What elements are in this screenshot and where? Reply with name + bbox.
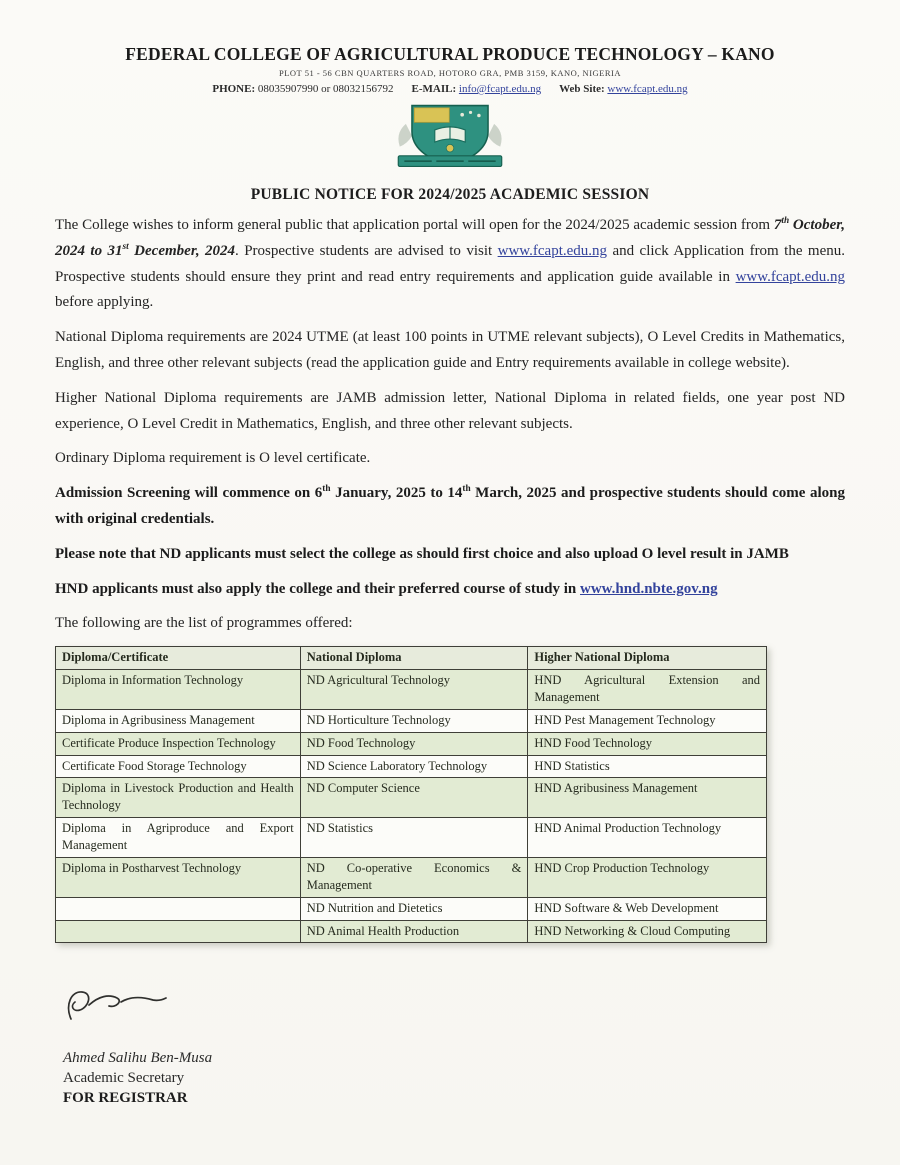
fcapt-website-link[interactable]: www.fcapt.edu.ng	[735, 268, 845, 285]
table-cell: Diploma in Postharvest Technology	[56, 857, 301, 897]
table-row	[56, 897, 767, 920]
table-row	[56, 857, 767, 897]
fcapt-website-link[interactable]: www.fcapt.edu.ng	[497, 242, 608, 259]
signature-block	[63, 983, 845, 1107]
phone-segment	[212, 83, 393, 95]
table-cell: ND Agricultural Technology	[300, 670, 528, 710]
table-row	[56, 818, 767, 858]
programmes-table	[55, 646, 767, 943]
table-cell: HND Agribusiness Management	[528, 778, 767, 818]
website-segment	[559, 83, 688, 95]
table-cell: HND Agricultural Extension and Management	[528, 670, 767, 710]
table-cell: ND Statistics	[300, 818, 528, 858]
notice-title: PUBLIC NOTICE FOR 2024/2025 ACADEMIC SESSION	[250, 186, 650, 203]
table-cell: ND Science Laboratory Technology	[300, 755, 528, 778]
table-cell	[56, 920, 301, 943]
website-link[interactable]: www.fcapt.edu.ng	[607, 83, 688, 95]
table-header-row	[56, 647, 767, 670]
table-cell: HND Animal Production Technology	[528, 818, 767, 858]
table-cell: Diploma in Information Technology	[56, 670, 301, 710]
table-row	[56, 732, 767, 755]
table-row	[56, 709, 767, 732]
paragraph-screening	[55, 481, 845, 533]
table-cell: ND Animal Health Production	[300, 920, 528, 943]
table-cell: Diploma in Agribusiness Management	[56, 709, 301, 732]
ordinal-suffix: th	[322, 484, 331, 495]
table-cell: HND Statistics	[528, 755, 767, 778]
ordinal-suffix: th	[462, 484, 471, 495]
table-cell: ND Nutrition and Dietetics	[300, 897, 528, 920]
email-label: E-MAIL:	[411, 83, 457, 95]
email-segment	[412, 83, 542, 95]
programmes-table-body	[56, 670, 767, 943]
college-name: FEDERAL COLLEGE OF AGRICULTURAL PRODUCE TECHNOLOGY – KANO	[125, 44, 775, 64]
text-run: HND applicants must also apply the college and their preferred course of study in	[55, 580, 581, 597]
paragraph-nd-requirements: National Diploma requirements are 2024 UTME (at least 100 points in UTME relevant subjects), O Level Credits in Mathematics, English, and three other relevant subjects (read the application guide and Entry requirements available in college website).	[55, 329, 845, 371]
for-registrar-line: FOR REGISTRAR	[63, 1090, 188, 1107]
table-cell	[56, 897, 301, 920]
text-run: Admission Screening will commence on 6	[55, 485, 323, 502]
text-run: . Prospective students are advised to visit	[235, 242, 498, 259]
phone-label: PHONE:	[212, 83, 256, 95]
phone-value: 08035907990 or 08032156792	[255, 83, 394, 95]
table-row	[56, 755, 767, 778]
date-range: December, 2024	[128, 242, 236, 259]
college-address: PLOT 51 - 56 CBN QUARTERS ROAD, HOTORO GRA, PMB 3159, KANO, NIGERIA	[279, 68, 621, 78]
text-run: and click Application from the menu. Prospective students should ensure they print and read entry requirements and application guide available in	[55, 242, 846, 285]
date-range: 7	[773, 217, 782, 233]
college-crest-icon	[371, 101, 529, 171]
paragraph-programmes-intro: The following are the list of programmes offered:	[55, 615, 353, 632]
column-header-nd: National Diploma	[300, 647, 528, 670]
date-range: October, 2024 to 31	[55, 217, 845, 259]
table-cell: ND Computer Science	[300, 778, 528, 818]
table-cell: HND Software & Web Development	[528, 897, 767, 920]
college-logo-area	[55, 101, 845, 171]
table-cell: Diploma in Livestock Production and Health Technology	[56, 778, 301, 818]
text-run: before applying.	[55, 294, 154, 311]
table-cell: HND Crop Production Technology	[528, 857, 767, 897]
paragraph-hnd-note	[55, 577, 845, 603]
signatory-name: Ahmed Salihu Ben-Musa	[63, 1050, 213, 1067]
text-run: March, 2025 and prospective students should come along with original credentials.	[55, 485, 845, 527]
paragraph-od-requirement: Ordinary Diploma requirement is O level certificate.	[55, 450, 371, 467]
table-cell: HND Networking & Cloud Computing	[528, 920, 767, 943]
table-cell: ND Horticulture Technology	[300, 709, 528, 732]
table-cell: ND Co-operative Economics & Management	[300, 857, 528, 897]
table-cell: HND Pest Management Technology	[528, 709, 767, 732]
email-link[interactable]: info@fcapt.edu.ng	[458, 83, 542, 95]
table-row	[56, 920, 767, 943]
table-row	[56, 670, 767, 710]
table-cell: ND Food Technology	[300, 732, 528, 755]
text-run: January, 2025 to 14	[330, 485, 463, 502]
ordinal-suffix: st	[122, 241, 129, 252]
column-header-diploma: Diploma/Certificate	[56, 647, 301, 670]
nbte-portal-link[interactable]: www.hnd.nbte.gov.ng	[580, 580, 718, 597]
column-header-hnd: Higher National Diploma	[528, 647, 767, 670]
table-cell: HND Food Technology	[528, 732, 767, 755]
signatory-title: Academic Secretary	[63, 1070, 185, 1087]
table-cell: Certificate Produce Inspection Technology	[56, 732, 301, 755]
website-label: Web Site:	[559, 83, 605, 95]
table-row	[56, 778, 767, 818]
paragraph-intro	[55, 213, 845, 316]
ordinal-suffix: th	[781, 216, 790, 226]
table-cell: Diploma in Agriproduce and Export Management	[56, 818, 301, 858]
letterhead	[55, 44, 845, 171]
contact-line	[55, 83, 845, 95]
table-cell: Certificate Food Storage Technology	[56, 755, 301, 778]
signature-mark-icon	[63, 983, 193, 1031]
paragraph-hnd-requirements: Higher National Diploma requirements are JAMB admission letter, National Diploma in related fields, one year post ND experience, O Level Credit in Mathematics, English, and three other relevant subjects.	[55, 389, 845, 432]
text-run: The College wishes to inform general public that application portal will open for the 2024/2025 academic session from	[55, 217, 774, 233]
paragraph-nd-note: Please note that ND applicants must select the college as should first choice and also upload O level result in JAMB	[55, 545, 789, 562]
